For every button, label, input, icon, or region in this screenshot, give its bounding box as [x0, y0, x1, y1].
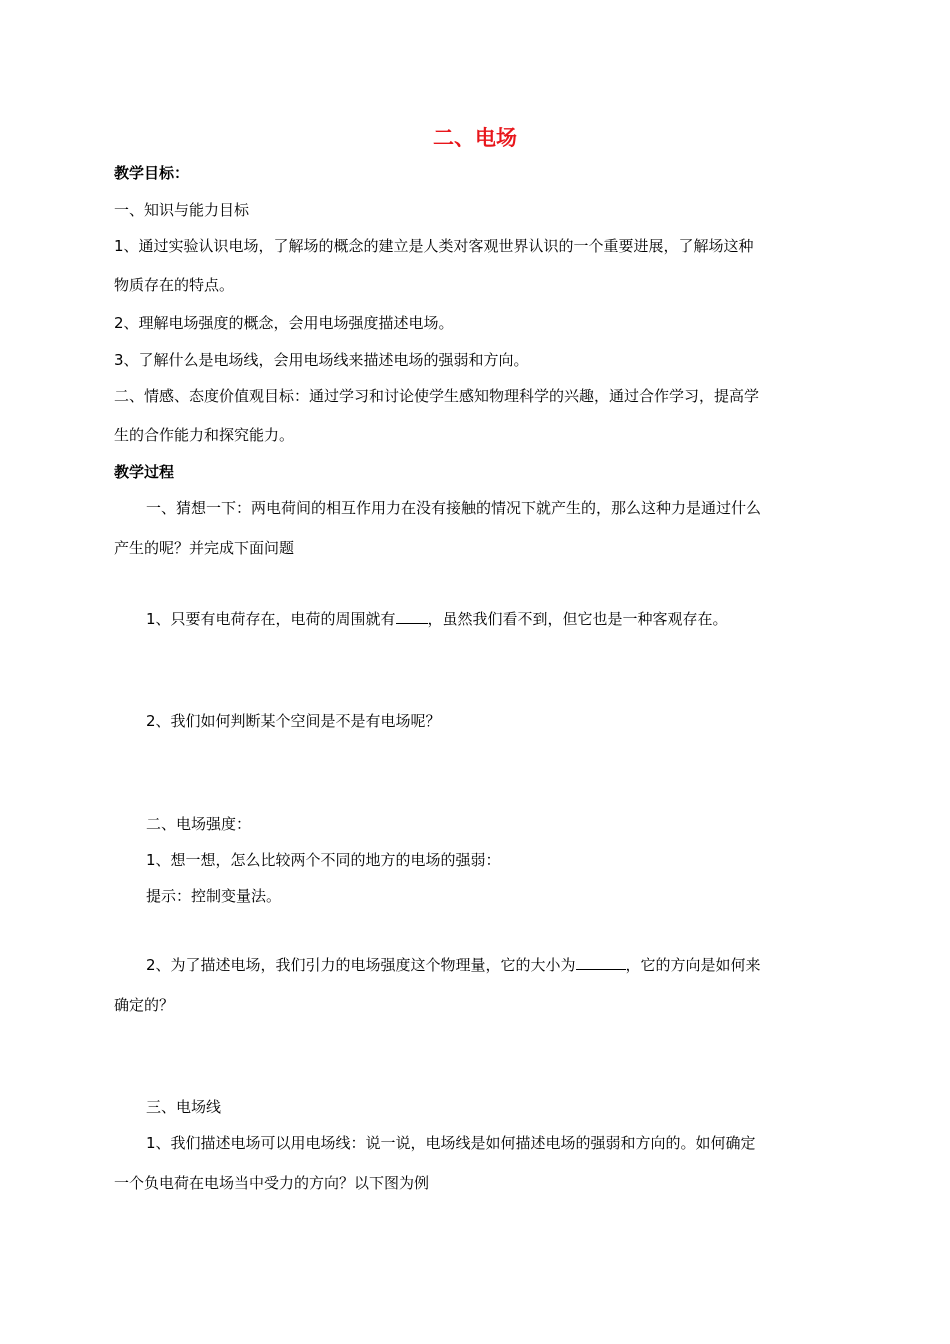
p1-line2: 产生的呢？并完成下面问题	[114, 539, 295, 557]
s2-q2-before: 2、为了描述电场，我们引力的电场强度这个物理量，它的大小为	[146, 956, 576, 974]
s2-hint: 提示：控制变量法。	[146, 887, 282, 905]
q1	[146, 609, 728, 629]
q1-blank	[396, 609, 428, 624]
s2-q1: 1、想一想，怎么比较两个不同的地方的电场的强弱：	[146, 851, 501, 869]
q2: 2、我们如何判断某个空间是不是有电场呢？	[146, 712, 441, 730]
s2-q2-blank	[576, 955, 626, 970]
goals-heading: 教学目标：	[114, 164, 190, 182]
goal1-item2: 2、理解电场强度的概念，会用电场强度描述电场。	[114, 314, 454, 332]
s3-q1-line1: 1、我们描述电场可以用电场线：说一说，电场线是如何描述电场的强弱和方向的。如何确定	[146, 1134, 756, 1152]
s2-heading: 二、电场强度：	[146, 815, 252, 833]
s2-q2-line2: 确定的？	[114, 996, 175, 1014]
goal1-heading: 一、知识与能力目标	[114, 201, 250, 219]
s2-q2-after: ，它的方向是如何来	[625, 956, 761, 974]
process-heading: 教学过程	[114, 463, 175, 481]
s3-heading: 三、电场线	[146, 1098, 222, 1116]
goal2-line2: 生的合作能力和探究能力。	[114, 426, 295, 444]
goal1-item3: 3、了解什么是电场线，会用电场线来描述电场的强弱和方向。	[114, 351, 529, 369]
p1-line1: 一、猜想一下：两电荷间的相互作用力在没有接触的情况下就产生的，那么这种力是通过什么	[146, 499, 762, 517]
goal1-item1-line1: 1、通过实验认识电场，了解场的概念的建立是人类对客观世界认识的一个重要进展，了解场这种	[114, 237, 754, 255]
goal1-item1-line2: 物质存在的特点。	[114, 276, 235, 294]
q1-after: ，虽然我们看不到，但它也是一种客观存在。	[427, 610, 728, 628]
s3-q1-line2: 一个负电荷在电场当中受力的方向？以下图为例	[114, 1174, 430, 1192]
goal2-line1: 二、情感、态度价值观目标：通过学习和讨论使学生感知物理科学的兴趣，通过合作学习，提高学	[114, 387, 760, 405]
q1-before: 1、只要有电荷存在，电荷的周围就有	[146, 610, 396, 628]
document-title: 二、电场	[433, 126, 517, 150]
s2-q2	[146, 955, 761, 975]
